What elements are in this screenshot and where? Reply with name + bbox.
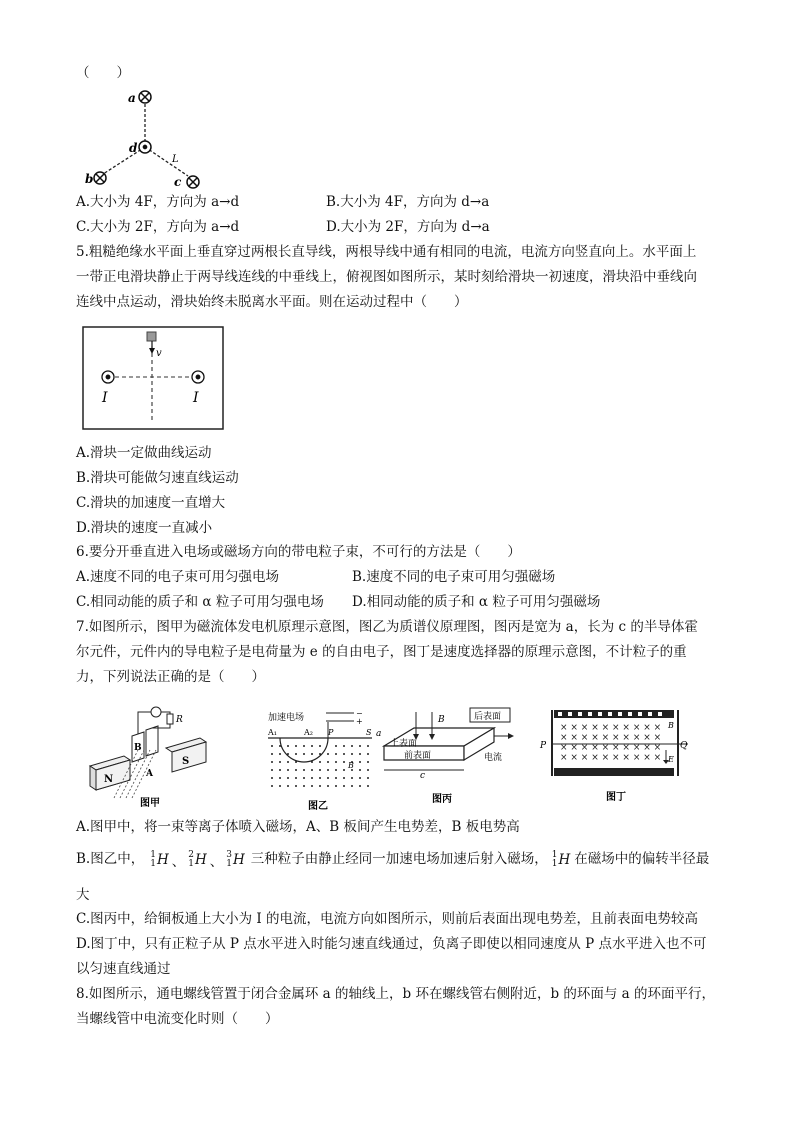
- svg-text:Q: Q: [680, 741, 688, 751]
- figure-bing-hall-element: [374, 706, 514, 810]
- q7-option-d-line-1[interactable]: D.图丁中，只有正粒子从 P 点水平进入时能匀速直线通过，负离子即使以相同速度从 P 点水平进入也不可: [76, 936, 707, 952]
- current-label: 电流: [484, 753, 503, 763]
- caption-yi: 图乙: [308, 801, 328, 812]
- isotope-protium-symbol: 1 1 H: [551, 850, 571, 869]
- svg-text:a: a: [376, 729, 382, 739]
- q5-option-a[interactable]: A.滑块一定做曲线运动: [76, 445, 212, 461]
- caption-ding: 图丁: [606, 792, 626, 803]
- right-wire-out: [192, 371, 204, 383]
- resistor-R: R: [176, 715, 183, 725]
- wire-d-out-of-page: [139, 141, 151, 153]
- q5-stem-line-1: 5.粗糙绝缘水平面上垂直穿过两根长直导线，两根导线中通有相同的电流，电流方向竖直向上。水平面上: [76, 244, 697, 260]
- q7-option-c[interactable]: C.图丙中，给铜板通上大小为 I 的电流，电流方向如图所示，则前后表面出现电势差，且前表面电势较高: [76, 911, 699, 927]
- svg-text:S: S: [366, 728, 372, 737]
- current-label-left: I: [102, 390, 108, 406]
- svg-text:P: P: [540, 741, 547, 751]
- svg-text:−: −: [356, 709, 363, 718]
- q4-option-c[interactable]: C.大小为 2F，方向为 a→d: [76, 219, 240, 235]
- figure-yi-mass-spectrometer: [268, 708, 378, 812]
- q5-option-c[interactable]: C.滑块的加速度一直增大: [76, 495, 226, 511]
- caption-jia: 图甲: [140, 798, 160, 809]
- wire-a-into-page: [139, 91, 151, 103]
- q6-option-b[interactable]: B.速度不同的电子束可用匀强磁场: [352, 569, 556, 585]
- svg-text:× × × × × × × × × ×: × × × × × × × × × ×: [560, 733, 662, 743]
- q4-option-a[interactable]: A.大小为 4F，方向为 a→d: [76, 194, 240, 210]
- back-surface-label: 后表面: [474, 712, 502, 722]
- q7-option-b-line-1[interactable]: B.图乙中， 1 1 H 、 2 1 H 、 3 1 H 三种粒子由静止经同一加速电场加速后射入磁场， 1 1 H 在磁场中的偏转半径最: [76, 850, 710, 870]
- q7-stem-line-2: 尔元件，元件内的导电粒子是电荷量为 e 的自由电子，图丁是速度选择器的原理示意图，不计粒子的重: [76, 644, 687, 660]
- q5-option-d[interactable]: D.滑块的速度一直减小: [76, 520, 213, 536]
- isotope-3: 3 1 H: [226, 850, 245, 869]
- isotope-1: 1 1 H: [150, 850, 169, 869]
- svg-text:E: E: [668, 755, 674, 764]
- isotope-notation: [150, 850, 245, 870]
- velocity-label: v: [156, 348, 162, 359]
- q5-figure: [82, 326, 224, 430]
- q4-wire-c: [172, 170, 212, 194]
- q5-option-b[interactable]: B.滑块可能做匀速直线运动: [76, 470, 239, 486]
- q7-option-d-line-2: 以匀速直线通过: [76, 961, 171, 977]
- q7-option-b-line-2: 大: [76, 887, 90, 903]
- top-surface-label: 上表面: [390, 739, 418, 749]
- isotope-protium: [552, 850, 571, 870]
- q7-stem-line-1: 7.如图所示，图甲为磁流体发电机原理示意图，图乙为质谱仪原理图，图丙是宽为 a，长为 c 的半导体霍: [76, 619, 698, 635]
- label-L: L: [172, 154, 179, 165]
- svg-text:+: +: [356, 717, 363, 726]
- current-label-right: I: [193, 390, 199, 406]
- q6-option-d[interactable]: D.相同动能的质子和 α 粒子可用匀强磁场: [352, 594, 601, 610]
- wire-b-into-page: [94, 172, 106, 184]
- svg-text:× × × × × × × × × ×: × × × × × × × × × ×: [560, 723, 662, 733]
- svg-text:A₂: A₂: [304, 728, 313, 737]
- caption-bing: 图丙: [432, 794, 452, 805]
- q5-stem-line-3: 连线中点运动，滑块始终未脱离水平面。则在运动过程中（ ）: [76, 294, 468, 310]
- q6-stem: 6.要分开垂直进入电场或磁场方向的带电粒子束，不可行的方法是（ ）: [76, 544, 521, 560]
- svg-text:A₁: A₁: [268, 728, 277, 737]
- q4-wire-figure: [84, 86, 179, 186]
- isotope-separator: 、: [171, 854, 186, 870]
- q6-option-a[interactable]: A.速度不同的电子束可用匀强电场: [76, 569, 280, 585]
- accel-field-label: 加速电场: [268, 713, 305, 723]
- figure-ding-velocity-selector: [538, 704, 688, 808]
- isotope-separator: 、: [209, 854, 224, 870]
- slider-block: [147, 332, 156, 341]
- svg-text:× × × × × × × × × ×: × × × × × × × × × ×: [560, 743, 662, 753]
- q7-stem-line-3: 力，下列说法正确的是（ ）: [76, 669, 265, 685]
- q4-option-b[interactable]: B.大小为 4F，方向为 d→a: [326, 194, 490, 210]
- svg-text:B: B: [668, 721, 674, 730]
- svg-text:B: B: [348, 761, 354, 770]
- svg-text:c: c: [174, 175, 182, 189]
- svg-text:P: P: [328, 728, 334, 737]
- svg-text:× × × × × × × × × ×: × × × × × × × × × ×: [560, 753, 662, 763]
- plate-A: A: [146, 769, 153, 779]
- magnet-N: N: [104, 774, 114, 785]
- svg-text:B: B: [438, 715, 445, 725]
- q5-stem-line-2: 一带正电滑块静止于两导线连线的中垂线上，俯视图如图所示，某时刻给滑块一初速度，滑块沿中垂线向: [76, 269, 697, 285]
- q4-bracket: （ ）: [76, 65, 130, 81]
- plate-B: B: [134, 743, 142, 753]
- figure-jia-mhd-generator: [84, 700, 214, 808]
- left-wire-out: [102, 371, 114, 383]
- svg-text:c: c: [420, 771, 426, 781]
- q8-stem-line-2: 当螺线管中电流变化时则（ ）: [76, 1011, 279, 1027]
- label-b: b: [85, 172, 94, 186]
- label-d: d: [129, 141, 138, 155]
- isotope-2: 2 1 H: [188, 850, 207, 869]
- q7-option-a[interactable]: A.图甲中，将一束等离子体喷入磁场，A、B 板间产生电势差，B 板电势高: [76, 819, 520, 835]
- label-a: a: [128, 91, 136, 105]
- magnet-S: S: [182, 756, 190, 767]
- front-surface-label: 前表面: [404, 751, 432, 761]
- q4-option-d[interactable]: D.大小为 2F，方向为 d→a: [326, 219, 490, 235]
- q6-option-c[interactable]: C.相同动能的质子和 α 粒子可用匀强电场: [76, 594, 324, 610]
- q8-stem-line-1: 8.如图所示，通电螺线管置于闭合金属环 a 的轴线上，b 环在螺线管右侧附近，b 的环面与 a 的环面平行，: [76, 986, 716, 1002]
